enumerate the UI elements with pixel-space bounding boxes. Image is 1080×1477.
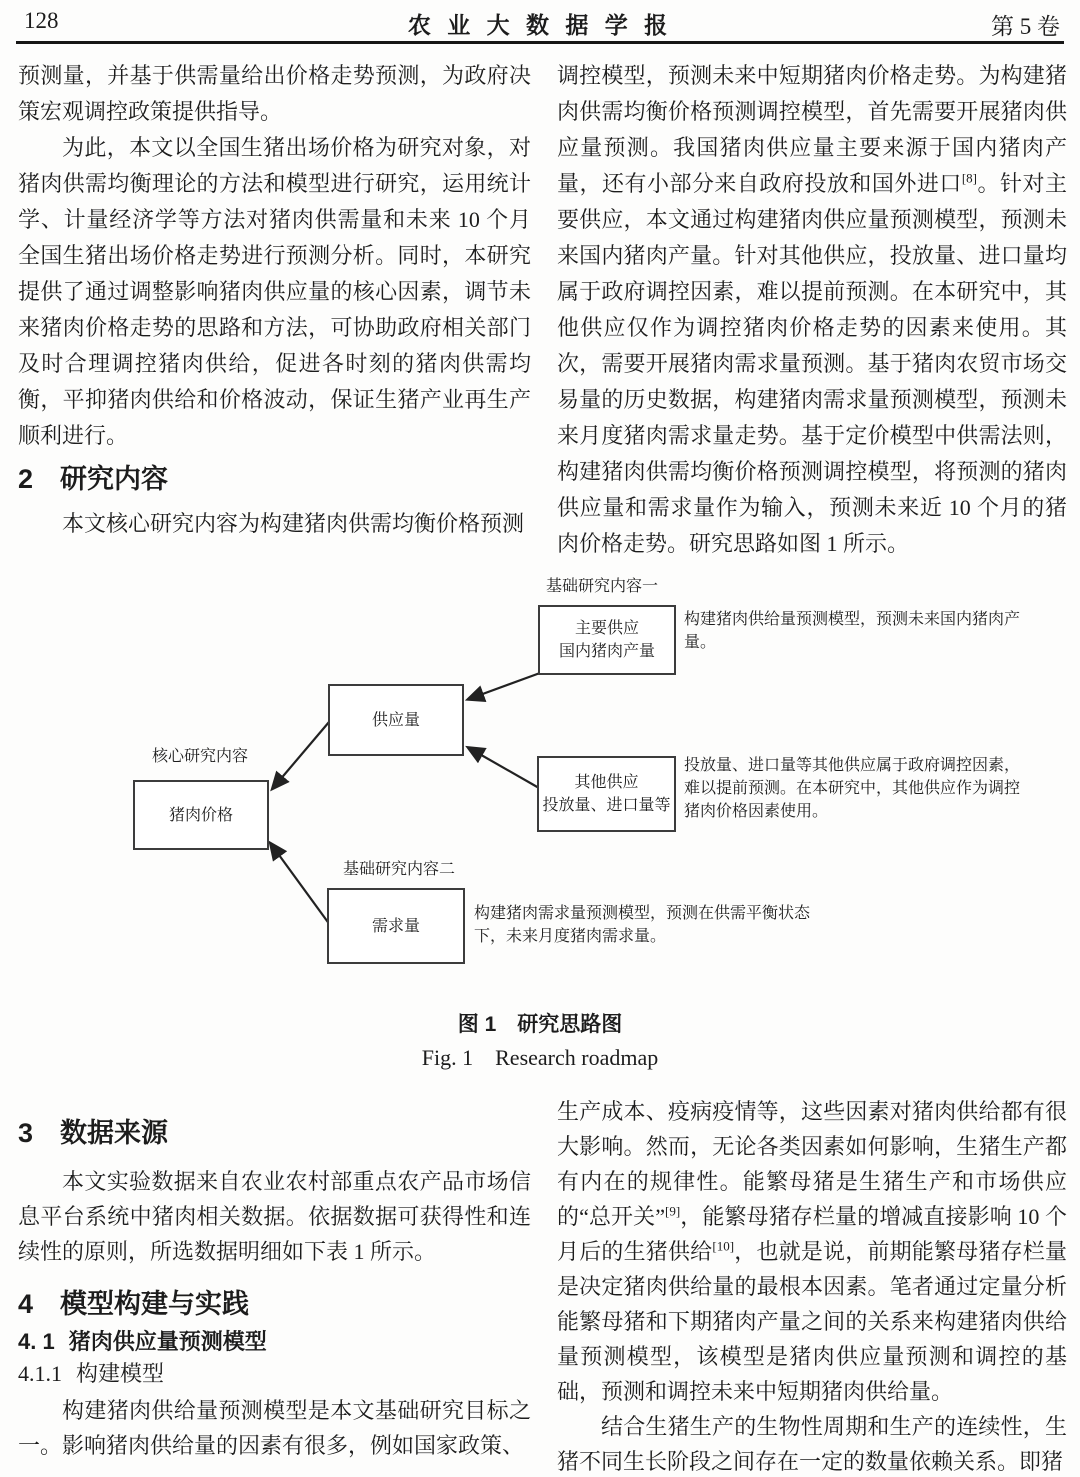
figure-caption-en: Fig. 1 Research roadmap (421, 1045, 659, 1070)
citation-ref: [8] (961, 170, 978, 186)
box-text: 其他供应 (574, 774, 639, 791)
journal-title: 农 业 大 数 据 学 报 (407, 12, 673, 38)
arrow-supply-to-price (273, 722, 329, 788)
paragraph-text: ，能繁母猪存栏量的增减直接影响 10 个月后的生猪供给 (557, 1204, 1067, 1264)
subsection-title: 猪肉供应量预测模型 (68, 1329, 267, 1354)
right-column-top (557, 58, 1067, 562)
subsubsection-title: 构建模型 (76, 1361, 165, 1386)
subsubsection-heading-build-model (18, 1361, 531, 1387)
paragraph-text: ，也就是说，前期能繁母猪存栏量是决定猪肉供给量的最根本因素。笔者通过定量分析能繁母猪和下期猪肉产量之间的关系来构建猪肉供给量预测模型，该模型是猪肉供应量预测和调控的基础，预测和调控未来中短期猪肉供给量。 (557, 1239, 1067, 1404)
section-number: 4 (18, 1289, 34, 1319)
arrow-other-to-supply (469, 748, 539, 788)
flow-box-pork-price (133, 780, 269, 850)
right-column-bottom (557, 1094, 1067, 1477)
section-heading-model-construction (18, 1287, 531, 1321)
box-text: 投放量、进口量等 (542, 797, 671, 814)
body-paragraph (557, 1094, 1067, 1409)
label-core-research: 核心研究内容 (152, 748, 249, 765)
flow-box-supply (328, 684, 464, 756)
paragraph-text: 生产成本、疫病疫情等，这些因素对猪肉供给都有很大影响。然而，无论各类因素如何影响，生猪生产都有内在的规律性。能繁母猪是生猪生产和市场供应的“总开关” (557, 1099, 1067, 1229)
subsection-number: 4. 1 (18, 1329, 55, 1354)
flow-box-demand (327, 888, 465, 964)
volume-label: 第 5 卷 (991, 14, 1060, 39)
label-basic-research-2: 基础研究内容二 (343, 861, 456, 878)
body-paragraph: 构建猪肉供给量预测模型是本文基础研究目标之一。影响猪肉供给量的因素有很多，例如国家政策、 (18, 1398, 531, 1458)
box-text: 猪肉价格 (168, 806, 233, 824)
page-number: 128 (24, 8, 59, 33)
left-column-bottom (18, 1104, 531, 1463)
box-text: 主要供应 (574, 620, 639, 637)
annotation-other-supply: 投放量、进口量等其他供应属于政府调控因素，难以提前预测。在本研究中，其他供应作为调控猪肉价格因素使用。 (684, 757, 1021, 820)
paragraph-text: 调控模型，预测未来中短期猪肉价格走势。为构建猪肉供需均衡价格预测调控模型，首先需要开展猪肉供应量预测。我国猪肉供应量主要来源于国内猪肉产量，还有小部分来自政府投放和国外进口 (557, 63, 1067, 196)
body-paragraph: 结合生猪生产的生物性周期和生产的连续性，生猪不同生长阶段之间存在一定的数量依赖关系。即猪 (557, 1414, 1067, 1474)
body-paragraph: 为此，本文以全国生猪出场价格为研究对象，对猪肉供需均衡理论的方法和模型进行研究，运用统计学、计量经济学等方法对猪肉供需量和未来 10 个月全国生猪出场价格走势进行预测分析。同时，本研究提供了通过调整影响猪肉供应量的核心因素，调节未来猪肉价格走势的思路和方法，可协助政府相关部门及时合理调控猪肉供给，促进各时刻的猪肉供需均衡，平抑猪肉供给和价格波动，保证生猪产业再生产顺利进行。 (18, 135, 531, 448)
section-title: 研究内容 (60, 464, 169, 494)
box-text: 国内猪肉产量 (558, 643, 655, 660)
section-number: 2 (18, 464, 34, 494)
section-number: 3 (18, 1118, 34, 1148)
flow-box-main-supply (538, 605, 676, 675)
arrow-main-to-supply (469, 673, 540, 699)
arrow-demand-to-price (271, 844, 330, 925)
box-text: 需求量 (371, 917, 420, 935)
label-basic-research-1: 基础研究内容一 (546, 578, 659, 595)
paragraph-text: 。针对主要供应，本文通过构建猪肉供应量预测模型，预测未来国内猪肉产量。针对其他供应，投放量、进口量均属于政府调控因素，难以提前预测。在本研究中，其他供应仅作为调控猪肉价格走势的因素来使用。其次，需要开展猪肉需求量预测。基于猪肉农贸市场交易量的历史数据，构建猪肉需求量预测模型，预测未来月度猪肉需求量走势。基于定价模型中供需法则，构建猪肉供需均衡价格预测调控模型，将预测的猪肉供应量和需求量作为输入，预测未来近 10 个月的猪肉价格走势。研究思路如图 1 所示。 (557, 171, 1067, 556)
citation-ref: [9] (665, 1203, 681, 1219)
flow-box-other-supply (537, 756, 676, 832)
body-paragraph: 本文实验数据来自农业农村部重点农产品市场信息平台系统中猪肉相关数据。依据数据可获得性和连续性的原则，所选数据明细如下表 1 所示。 (18, 1169, 531, 1264)
figure-caption-zh: 图 1 研究思路图 (457, 1013, 623, 1036)
left-column-top (18, 58, 531, 542)
citation-ref: [10] (712, 1238, 735, 1254)
annotation-demand: 构建猪肉需求量预测模型，预测在供需平衡状态下，未来月度猪肉需求量。 (474, 905, 811, 945)
header-rule (16, 41, 1064, 44)
subsection-heading-supply-model (18, 1329, 531, 1355)
body-paragraph (557, 58, 1067, 562)
body-paragraph: 预测量，并基于供需量给出价格走势预测，为政府决策宏观调控政策提供指导。 (18, 63, 531, 124)
section-title: 数据来源 (60, 1118, 169, 1148)
section-title: 模型构建与实践 (60, 1289, 250, 1319)
figure-research-roadmap (0, 558, 1080, 1004)
section-heading-data-source (18, 1116, 531, 1150)
body-paragraph: 本文核心研究内容为构建猪肉供需均衡价格预测 (62, 511, 525, 536)
subsubsection-number: 4.1.1 (18, 1361, 62, 1386)
annotation-main-supply: 构建猪肉供给量预测模型，预测未来国内猪肉产量。 (684, 611, 1021, 651)
section-heading-research-content (18, 462, 531, 496)
box-text: 供应量 (371, 711, 420, 729)
